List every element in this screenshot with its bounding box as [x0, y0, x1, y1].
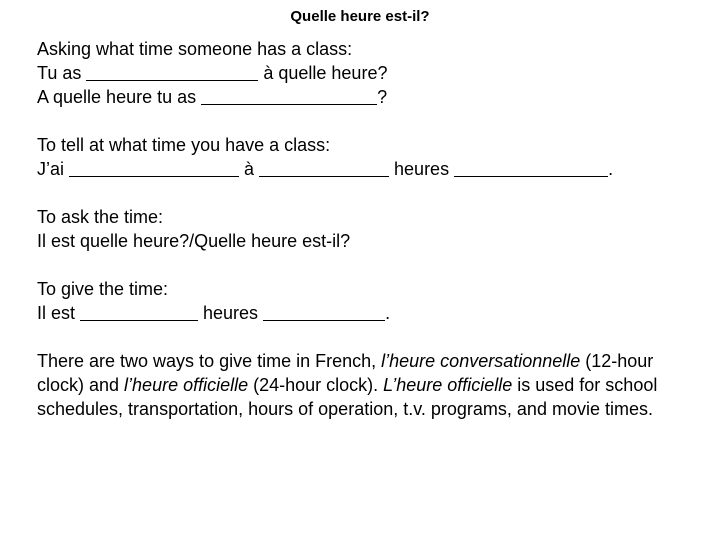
tell-class-section	[37, 133, 697, 181]
fill-in-blank	[80, 304, 198, 321]
explanation-term-official-2: L’heure officielle	[383, 375, 513, 395]
give-time-mid: heures	[198, 303, 264, 323]
tell-class-mid-2: heures	[389, 159, 455, 179]
explanation-paragraph	[37, 349, 687, 421]
asking-class-line-1-end: à quelle heure?	[258, 63, 388, 83]
give-time-heading: To give the time:	[37, 279, 169, 299]
give-time-end: .	[385, 303, 391, 323]
explanation-term-official: l’heure officielle	[124, 375, 249, 395]
asking-class-line-1	[37, 61, 697, 85]
asking-class-line-2	[37, 85, 697, 109]
fill-in-blank	[454, 160, 608, 177]
explanation-part-4: is used for school schedules, transportation, hours of operation, t.v. programs, and movie times.	[37, 375, 658, 419]
ask-time-section	[37, 205, 697, 253]
explanation-part-2: (12-hour clock) and	[37, 351, 654, 395]
fill-in-blank	[263, 304, 385, 321]
explanation-term-conversational: l’heure conversationnelle	[381, 351, 581, 371]
fill-in-blank	[86, 64, 258, 81]
tell-class-line	[37, 157, 697, 181]
asking-class-line-1-start: Tu as	[37, 63, 87, 83]
fill-in-blank	[201, 88, 377, 105]
ask-time-line: Il est quelle heure?/Quelle heure est-il?	[37, 231, 351, 251]
explanation-part-1: There are two ways to give time in French,	[37, 351, 382, 371]
asking-class-section	[37, 37, 697, 109]
fill-in-blank	[69, 160, 239, 177]
page-title: Quelle heure est-il?	[290, 8, 430, 25]
content-area	[37, 37, 697, 445]
give-time-section	[37, 277, 697, 325]
ask-time-heading: To ask the time:	[37, 207, 164, 227]
tell-class-mid-1: à	[239, 159, 260, 179]
asking-class-heading: Asking what time someone has a class:	[37, 39, 353, 59]
asking-class-line-2-end: ?	[377, 87, 388, 107]
asking-class-line-2-start: A quelle heure tu as	[37, 87, 202, 107]
explanation-part-3: (24-hour clock).	[248, 375, 384, 395]
fill-in-blank	[259, 160, 389, 177]
tell-class-end: .	[608, 159, 614, 179]
tell-class-heading: To tell at what time you have a class:	[37, 135, 331, 155]
tell-class-start: J’ai	[37, 159, 70, 179]
give-time-start: Il est	[37, 303, 81, 323]
give-time-line	[37, 301, 697, 325]
